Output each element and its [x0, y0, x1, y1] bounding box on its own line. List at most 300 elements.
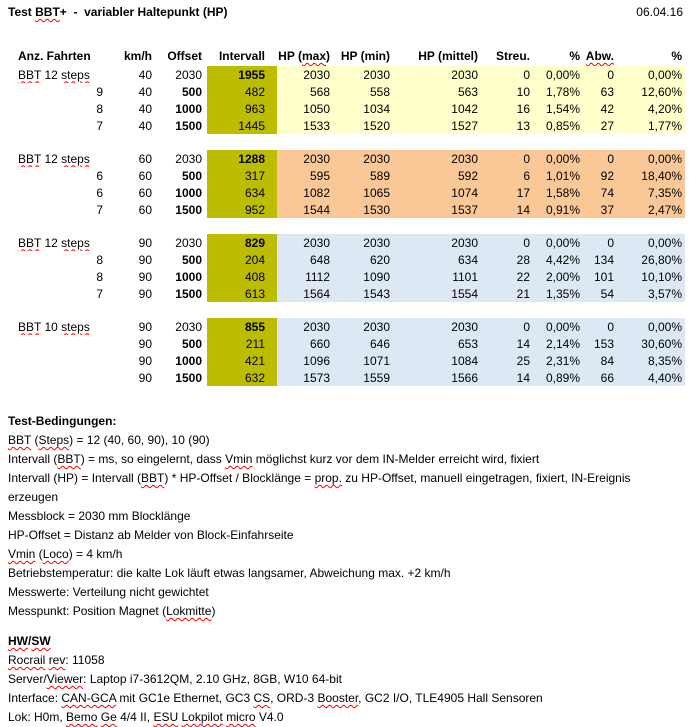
cell-intervall: 613 — [207, 285, 277, 302]
cell-hp-max: 1544 — [277, 201, 340, 218]
col-header-offset — [155, 43, 207, 66]
cell-hp-mittel: 2030 — [402, 150, 482, 167]
cell-streu-pct: 0,00% — [532, 318, 582, 335]
cell-hp-mittel: 1537 — [402, 201, 482, 218]
text-line — [8, 651, 683, 670]
text-segment: zu HP-Offset, manuell eingetragen, fixiert, IN-Ereignis erzeugen — [8, 471, 634, 504]
text-line — [8, 708, 683, 727]
misspelled-word: micro — [226, 710, 256, 724]
misspelled-word: CS — [253, 691, 271, 705]
cell-abw: 63 — [582, 83, 617, 100]
cell-streu-pct: 1,35% — [532, 285, 582, 302]
cell-abw-pct: 0,00% — [617, 66, 685, 83]
cell-abw-pct: 2,47% — [617, 201, 685, 218]
cell-abw: 37 — [582, 201, 617, 218]
col-header-hp-max — [277, 43, 340, 66]
misspelled-word: rev — [48, 653, 66, 667]
text-line — [8, 431, 683, 450]
cell-abw: 42 — [582, 100, 617, 117]
cell-hp-min: 1034 — [340, 100, 402, 117]
cell-hp-min: 2030 — [340, 66, 402, 83]
cell-abw-pct: 12,60% — [617, 83, 685, 100]
text-segment: HP ( — [278, 49, 302, 63]
misspelled-word: CAN-GCA — [61, 691, 117, 705]
cell-abw-pct: 1,77% — [617, 117, 685, 134]
cell-anz — [10, 352, 107, 369]
text-segment: HP (mittel) — [418, 49, 478, 63]
cell-abw: 74 — [582, 184, 617, 201]
cell-anz — [10, 234, 107, 251]
text-segment: / — [28, 634, 32, 648]
cell-kmh: 90 — [138, 269, 152, 284]
conditions-lines — [8, 431, 683, 621]
hwsw-lines — [8, 651, 683, 727]
cell-abw-pct: 30,60% — [617, 335, 685, 352]
misspelled-word: Lokmitte — [166, 604, 212, 618]
text-segment: Messwerte: Verteilung nicht gewichtet — [8, 585, 209, 599]
cell-hp-mittel: 1566 — [402, 369, 482, 386]
misspelled-word: steps — [61, 319, 90, 334]
text-segment: mit GC1e Ethernet, GC3 — [116, 691, 254, 705]
cell-intervall: 1445 — [207, 117, 277, 134]
table-row — [10, 352, 685, 369]
cell-hp-min: 558 — [340, 83, 402, 100]
title-bar — [8, 5, 683, 19]
cell-abw-pct: 0,00% — [617, 150, 685, 167]
table-row — [10, 66, 685, 83]
cell-anz: 8 — [96, 101, 103, 116]
text-segment: ) = 4 km/h — [68, 547, 123, 561]
cell-hp-mittel: 1101 — [402, 268, 482, 285]
cell-kmh: 90 — [138, 235, 152, 250]
table-header-row — [10, 43, 685, 66]
cell-hp-mittel: 1084 — [402, 352, 482, 369]
text-segment: Test — [8, 5, 36, 19]
cell-streu-pct: 2,14% — [532, 335, 582, 352]
cell-intervall: 204 — [207, 251, 277, 268]
misspelled-word: SW — [31, 634, 51, 648]
table-row — [10, 251, 685, 268]
text-segment: Messblock = 2030 mm Blocklänge — [8, 509, 191, 523]
cell-abw: 0 — [582, 318, 617, 335]
misspelled-word: max — [301, 49, 326, 63]
misspelled-word: Abw. — [585, 49, 614, 63]
misspelled-word: Vmin — [225, 452, 253, 466]
misspelled-word: BBT — [35, 5, 60, 19]
cell-streu-pct: 4,42% — [532, 251, 582, 268]
col-header-anz-fahrten — [10, 43, 107, 66]
cell-intervall: 408 — [207, 268, 277, 285]
text-segment: 4/4 II, — [116, 710, 154, 724]
cell-hp-min: 1090 — [340, 268, 402, 285]
table-row — [10, 285, 685, 302]
table-row — [10, 369, 685, 386]
cell-hp-min: 1065 — [340, 184, 402, 201]
cell-kmh: 60 — [138, 151, 152, 166]
cell-abw: 66 — [582, 369, 617, 386]
group-gap-cell — [10, 134, 685, 150]
cell-streu: 21 — [482, 285, 532, 302]
cell-abw-pct: 3,57% — [617, 285, 685, 302]
cell-abw-pct: 0,00% — [617, 318, 685, 335]
cell-streu-pct: 2,31% — [532, 352, 582, 369]
cell-kmh: 60 — [138, 185, 152, 200]
cell-hp-max: 568 — [277, 83, 340, 100]
cell-hp-mittel: 1074 — [402, 184, 482, 201]
cell-kmh: 90 — [138, 370, 152, 385]
cell-hp-mittel: 1042 — [402, 100, 482, 117]
cell-hp-max: 2030 — [277, 150, 340, 167]
group-gap-row — [10, 134, 685, 150]
cell-streu: 22 — [482, 268, 532, 285]
text-segment: Lok: H0m, — [8, 710, 67, 724]
cell-abw: 101 — [582, 268, 617, 285]
table-row — [10, 318, 685, 335]
text-segment: Anz. Fahrten — [18, 49, 91, 63]
cell-abw-pct: 4,40% — [617, 369, 685, 386]
text-segment: V4.0 — [255, 710, 284, 724]
cell-streu: 13 — [482, 117, 532, 134]
cell-abw-pct: 4,20% — [617, 100, 685, 117]
cell-intervall: 963 — [207, 100, 277, 117]
cell-offset: 1000 — [175, 185, 202, 200]
conditions-section — [8, 412, 683, 621]
cell-abw-pct: 0,00% — [617, 234, 685, 251]
cell-hp-min: 2030 — [340, 318, 402, 335]
text-line — [8, 526, 683, 545]
cell-anz: 7 — [96, 202, 103, 217]
text-segment: Streu. — [495, 49, 530, 63]
cell-abw-pct: 26,80% — [617, 251, 685, 268]
cell-kmh: 90 — [138, 353, 152, 368]
cell-streu: 17 — [482, 184, 532, 201]
text-segment: ) * HP-Offset / Blocklänge = — [164, 471, 315, 485]
col-header-kmh — [107, 43, 155, 66]
cell-hp-min: 589 — [340, 167, 402, 184]
group-gap-row — [10, 302, 685, 318]
cell-anz: 7 — [96, 286, 103, 301]
table-row — [10, 100, 685, 117]
group-gap-row — [10, 218, 685, 234]
cell-anz: 9 — [96, 84, 103, 99]
cell-streu: 14 — [482, 335, 532, 352]
cell-hp-min: 2030 — [340, 150, 402, 167]
misspelled-word: Viewer — [46, 672, 84, 686]
cell-kmh: 40 — [138, 101, 152, 116]
text-line — [8, 545, 683, 564]
cell-streu: 0 — [482, 234, 532, 251]
cell-intervall: 482 — [207, 83, 277, 100]
text-segment: 12 — [41, 235, 62, 250]
cell-hp-mittel: 1527 — [402, 117, 482, 134]
cell-offset: 500 — [181, 168, 202, 183]
cell-hp-max: 1564 — [277, 285, 340, 302]
misspelled-word: BBT — [18, 235, 42, 250]
cell-hp-min: 1559 — [340, 369, 402, 386]
cell-intervall: 632 — [207, 369, 277, 386]
cell-hp-max: 1573 — [277, 369, 340, 386]
cell-anz — [10, 335, 107, 352]
cell-hp-max: 1112 — [277, 268, 340, 285]
text-segment: ) = 12 (40, 60, 90), 10 (90) — [69, 433, 210, 447]
cell-hp-max: 595 — [277, 167, 340, 184]
cell-hp-min: 1543 — [340, 285, 402, 302]
cell-hp-mittel: 2030 — [402, 66, 482, 83]
misspelled-word: BBT — [18, 151, 42, 166]
cell-intervall: 952 — [207, 201, 277, 218]
cell-abw-pct: 7,35% — [617, 184, 685, 201]
cell-offset: 1500 — [175, 202, 202, 217]
cell-intervall: 634 — [207, 184, 277, 201]
cell-anz: 6 — [96, 185, 103, 200]
cell-hp-max: 2030 — [277, 66, 340, 83]
table-row — [10, 184, 685, 201]
cell-offset: 2030 — [175, 319, 202, 334]
cell-abw: 54 — [582, 285, 617, 302]
cell-hp-min: 620 — [340, 251, 402, 268]
col-header-intervall — [207, 43, 277, 66]
misspelled-word: steps — [61, 235, 90, 250]
cell-kmh: 90 — [138, 252, 152, 267]
cell-hp-min: 1520 — [340, 117, 402, 134]
cell-abw: 84 — [582, 352, 617, 369]
cell-streu-pct: 1,01% — [532, 167, 582, 184]
misspelled-word: prop. — [314, 471, 342, 485]
cell-hp-mittel: 634 — [402, 251, 482, 268]
group-gap-cell — [10, 302, 685, 318]
cell-streu: 6 — [482, 167, 532, 184]
misspelled-word: Rocrail — [8, 653, 46, 667]
cell-abw-pct: 8,35% — [617, 352, 685, 369]
col-header-hp-min — [340, 43, 402, 66]
text-segment: Intervall ( — [8, 452, 58, 466]
text-segment: Betriebstemperatur: die kalte Lok läuft etwas langsamer, Abweichung max. +2 km/h — [8, 566, 451, 580]
cell-hp-mittel: 2030 — [402, 234, 482, 251]
table-row — [10, 234, 685, 251]
text-segment: ) — [211, 604, 216, 618]
col-header-hp-mittel — [402, 43, 482, 66]
cell-abw-pct: 10,10% — [617, 268, 685, 285]
misspelled-word: Lokpilot — [181, 710, 223, 724]
cell-offset: 2030 — [175, 151, 202, 166]
text-segment: HP (min) — [340, 49, 390, 63]
col-header-streu — [482, 43, 532, 66]
misspelled-word: BBT — [57, 452, 81, 466]
cell-abw: 134 — [582, 251, 617, 268]
cell-kmh: 90 — [138, 319, 152, 334]
cell-streu-pct: 0,00% — [532, 150, 582, 167]
cell-anz: 8 — [96, 269, 103, 284]
text-segment: ( — [35, 547, 43, 561]
date-label: 06.04.16 — [636, 5, 683, 19]
col-header-streu-pct — [532, 43, 582, 66]
cell-offset: 500 — [181, 252, 202, 267]
table-row — [10, 83, 685, 100]
cell-anz — [10, 318, 107, 335]
cell-intervall: 317 — [207, 167, 277, 184]
cell-hp-max: 660 — [277, 335, 340, 352]
cell-offset: 1500 — [175, 286, 202, 301]
table-row — [10, 335, 685, 352]
text-segment: HP-Offset = Distanz ab Melder von Block-Einfahrseite — [8, 528, 294, 542]
hwsw-section — [8, 632, 683, 727]
results-table — [10, 43, 685, 386]
cell-intervall: 1288 — [207, 150, 277, 167]
col-header-abw-pct — [617, 43, 685, 66]
text-segment: 10 — [41, 319, 62, 334]
cell-abw: 0 — [582, 150, 617, 167]
cell-hp-max: 1050 — [277, 100, 340, 117]
text-line — [8, 450, 683, 469]
text-segment: Interface: — [8, 691, 62, 705]
text-line — [8, 564, 683, 583]
cell-anz — [10, 150, 107, 167]
cell-hp-max: 2030 — [277, 318, 340, 335]
table-body — [10, 66, 685, 386]
cell-streu: 16 — [482, 100, 532, 117]
cell-anz — [10, 369, 107, 386]
cell-offset: 1500 — [175, 370, 202, 385]
cell-streu: 0 — [482, 66, 532, 83]
cell-anz: 6 — [96, 168, 103, 183]
group-gap-cell — [10, 218, 685, 234]
misspelled-word: HW — [8, 634, 28, 648]
hwsw-heading — [8, 632, 683, 651]
table-row — [10, 268, 685, 285]
text-segment: Messpunkt: Position Magnet ( — [8, 604, 167, 618]
cell-intervall: 829 — [207, 234, 277, 251]
cell-kmh: 60 — [138, 202, 152, 217]
text-segment: + - variabler Haltepunkt (HP) — [59, 5, 228, 19]
text-segment: möglichst kurz vor dem IN-Melder erreicht wird, fixiert — [252, 452, 540, 466]
text-line — [8, 670, 683, 689]
cell-offset: 1000 — [175, 269, 202, 284]
cell-hp-mittel: 563 — [402, 83, 482, 100]
text-segment: : 11058 — [65, 653, 105, 667]
cell-streu: 0 — [482, 318, 532, 335]
cell-offset: 500 — [181, 84, 202, 99]
text-line — [8, 469, 683, 507]
cell-streu-pct: 1,54% — [532, 100, 582, 117]
cell-streu: 0 — [482, 150, 532, 167]
cell-hp-max: 1533 — [277, 117, 340, 134]
text-segment: Offset — [167, 49, 202, 63]
text-segment: % — [569, 49, 580, 63]
cell-streu-pct: 0,00% — [532, 234, 582, 251]
misspelled-word: BBT — [8, 433, 32, 447]
misspelled-word: Steps — [38, 433, 70, 447]
cell-abw: 0 — [582, 66, 617, 83]
cell-streu-pct: 1,78% — [532, 83, 582, 100]
cell-hp-max: 1096 — [277, 352, 340, 369]
text-segment: 12 — [41, 151, 62, 166]
cell-offset: 1500 — [175, 118, 202, 133]
text-line — [8, 689, 683, 708]
cell-streu-pct: 0,89% — [532, 369, 582, 386]
cell-offset: 2030 — [175, 67, 202, 82]
table-row — [10, 150, 685, 167]
cell-intervall: 855 — [207, 318, 277, 335]
misspelled-word: steps — [61, 67, 90, 82]
cell-hp-max: 2030 — [277, 234, 340, 251]
cell-hp-mittel: 653 — [402, 335, 482, 352]
misspelled-word: Vmin — [8, 547, 36, 561]
cell-offset: 2030 — [175, 235, 202, 250]
table-row — [10, 167, 685, 184]
page-title — [8, 5, 228, 19]
cell-hp-mittel: 592 — [402, 167, 482, 184]
cell-hp-mittel: 2030 — [402, 318, 482, 335]
cell-streu: 14 — [482, 201, 532, 218]
cell-hp-min: 1530 — [340, 201, 402, 218]
cell-offset: 1000 — [175, 101, 202, 116]
cell-intervall: 211 — [207, 335, 277, 352]
misspelled-word: Ge — [100, 710, 117, 724]
text-segment: Intervall — [218, 49, 265, 63]
cell-streu: 10 — [482, 83, 532, 100]
cell-kmh: 40 — [138, 67, 152, 82]
cell-kmh: 90 — [138, 336, 152, 351]
text-segment: , GC2 I/O, TLE4905 Hall Sensoren — [358, 691, 543, 705]
text-segment: ) — [326, 49, 330, 63]
cell-abw: 27 — [582, 117, 617, 134]
cell-streu-pct: 1,58% — [532, 184, 582, 201]
cell-kmh: 40 — [138, 118, 152, 133]
cell-kmh: 60 — [138, 168, 152, 183]
cell-intervall: 421 — [207, 352, 277, 369]
cell-offset: 500 — [181, 336, 202, 351]
cell-hp-mittel: 1554 — [402, 285, 482, 302]
cell-anz — [10, 66, 107, 83]
cell-streu: 25 — [482, 352, 532, 369]
cell-streu-pct: 0,91% — [532, 201, 582, 218]
misspelled-word: BBT — [18, 67, 42, 82]
conditions-heading: Test-Bedingungen: — [8, 414, 117, 428]
cell-streu: 14 — [482, 369, 532, 386]
misspelled-word: ESU — [153, 710, 179, 724]
cell-streu-pct: 0,85% — [532, 117, 582, 134]
misspelled-word: Bemo — [66, 710, 98, 724]
misspelled-word: BBT — [141, 471, 165, 485]
misspelled-word: steps — [61, 151, 90, 166]
cell-hp-max: 648 — [277, 251, 340, 268]
text-segment: , ORD-3 — [270, 691, 318, 705]
misspelled-word: Booster — [317, 691, 359, 705]
cell-anz: 8 — [96, 252, 103, 267]
cell-hp-max: 1082 — [277, 184, 340, 201]
misspelled-word: Loco — [42, 547, 69, 561]
misspelled-word: BBT — [18, 319, 42, 334]
text-segment: Intervall (HP) = Intervall ( — [8, 471, 142, 485]
text-segment: ) = ms, so eingelernt, dass — [80, 452, 226, 466]
text-line — [8, 507, 683, 526]
table-row — [10, 201, 685, 218]
cell-intervall: 1955 — [207, 66, 277, 83]
text-segment: : Laptop i7-3612QM, 2.10 GHz, 8GB, W10 64-bit — [83, 672, 342, 686]
cell-kmh: 90 — [138, 286, 152, 301]
cell-anz: 7 — [96, 118, 103, 133]
cell-hp-min: 2030 — [340, 234, 402, 251]
cell-hp-min: 646 — [340, 335, 402, 352]
cell-abw: 153 — [582, 335, 617, 352]
text-line — [8, 602, 683, 621]
text-segment: ( — [31, 433, 39, 447]
cell-abw-pct: 18,40% — [617, 167, 685, 184]
text-line — [8, 583, 683, 602]
cell-offset: 1000 — [175, 353, 202, 368]
text-segment: Server/ — [8, 672, 47, 686]
cell-abw: 0 — [582, 234, 617, 251]
